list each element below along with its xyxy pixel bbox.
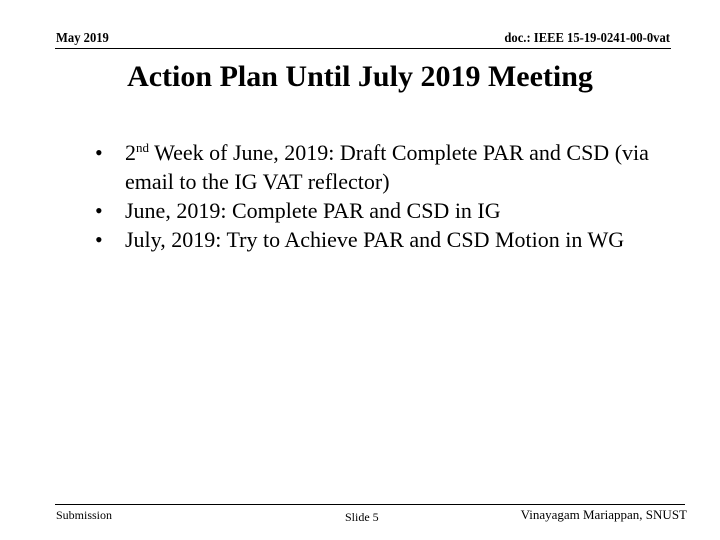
footer-divider	[55, 504, 685, 505]
header-divider	[55, 48, 671, 49]
header-doc-id: doc.: IEEE 15-19-0241-00-0vat	[504, 31, 670, 46]
bullet-text: June, 2019: Complete PAR and CSD in IG	[125, 198, 501, 223]
bullet-marker: •	[95, 227, 103, 252]
bullet-item	[95, 196, 675, 225]
bullet-text: July, 2019: Try to Achieve PAR and CSD Motion in WG	[125, 227, 625, 252]
footer-submission: Submission	[56, 508, 113, 522]
footer-slide-number: Slide 5	[345, 510, 379, 524]
bullet-list	[95, 138, 675, 254]
bullet-marker: •	[95, 140, 103, 165]
bullet-marker: •	[95, 198, 103, 223]
slide-title: Action Plan Until July 2019 Meeting	[127, 60, 593, 93]
bullet-item	[95, 225, 675, 254]
footer-author: Vinayagam Mariappan, SNUST	[520, 507, 687, 522]
ordinal-suffix: nd	[136, 140, 149, 155]
bullet-text	[125, 140, 649, 194]
bullet-item	[95, 138, 675, 196]
header-date: May 2019	[56, 31, 109, 46]
ordinal-number: 2	[125, 140, 136, 165]
bullet-text-rest: Week of June, 2019: Draft Complete PAR and CSD (via email to the IG VAT reflector)	[125, 140, 649, 194]
